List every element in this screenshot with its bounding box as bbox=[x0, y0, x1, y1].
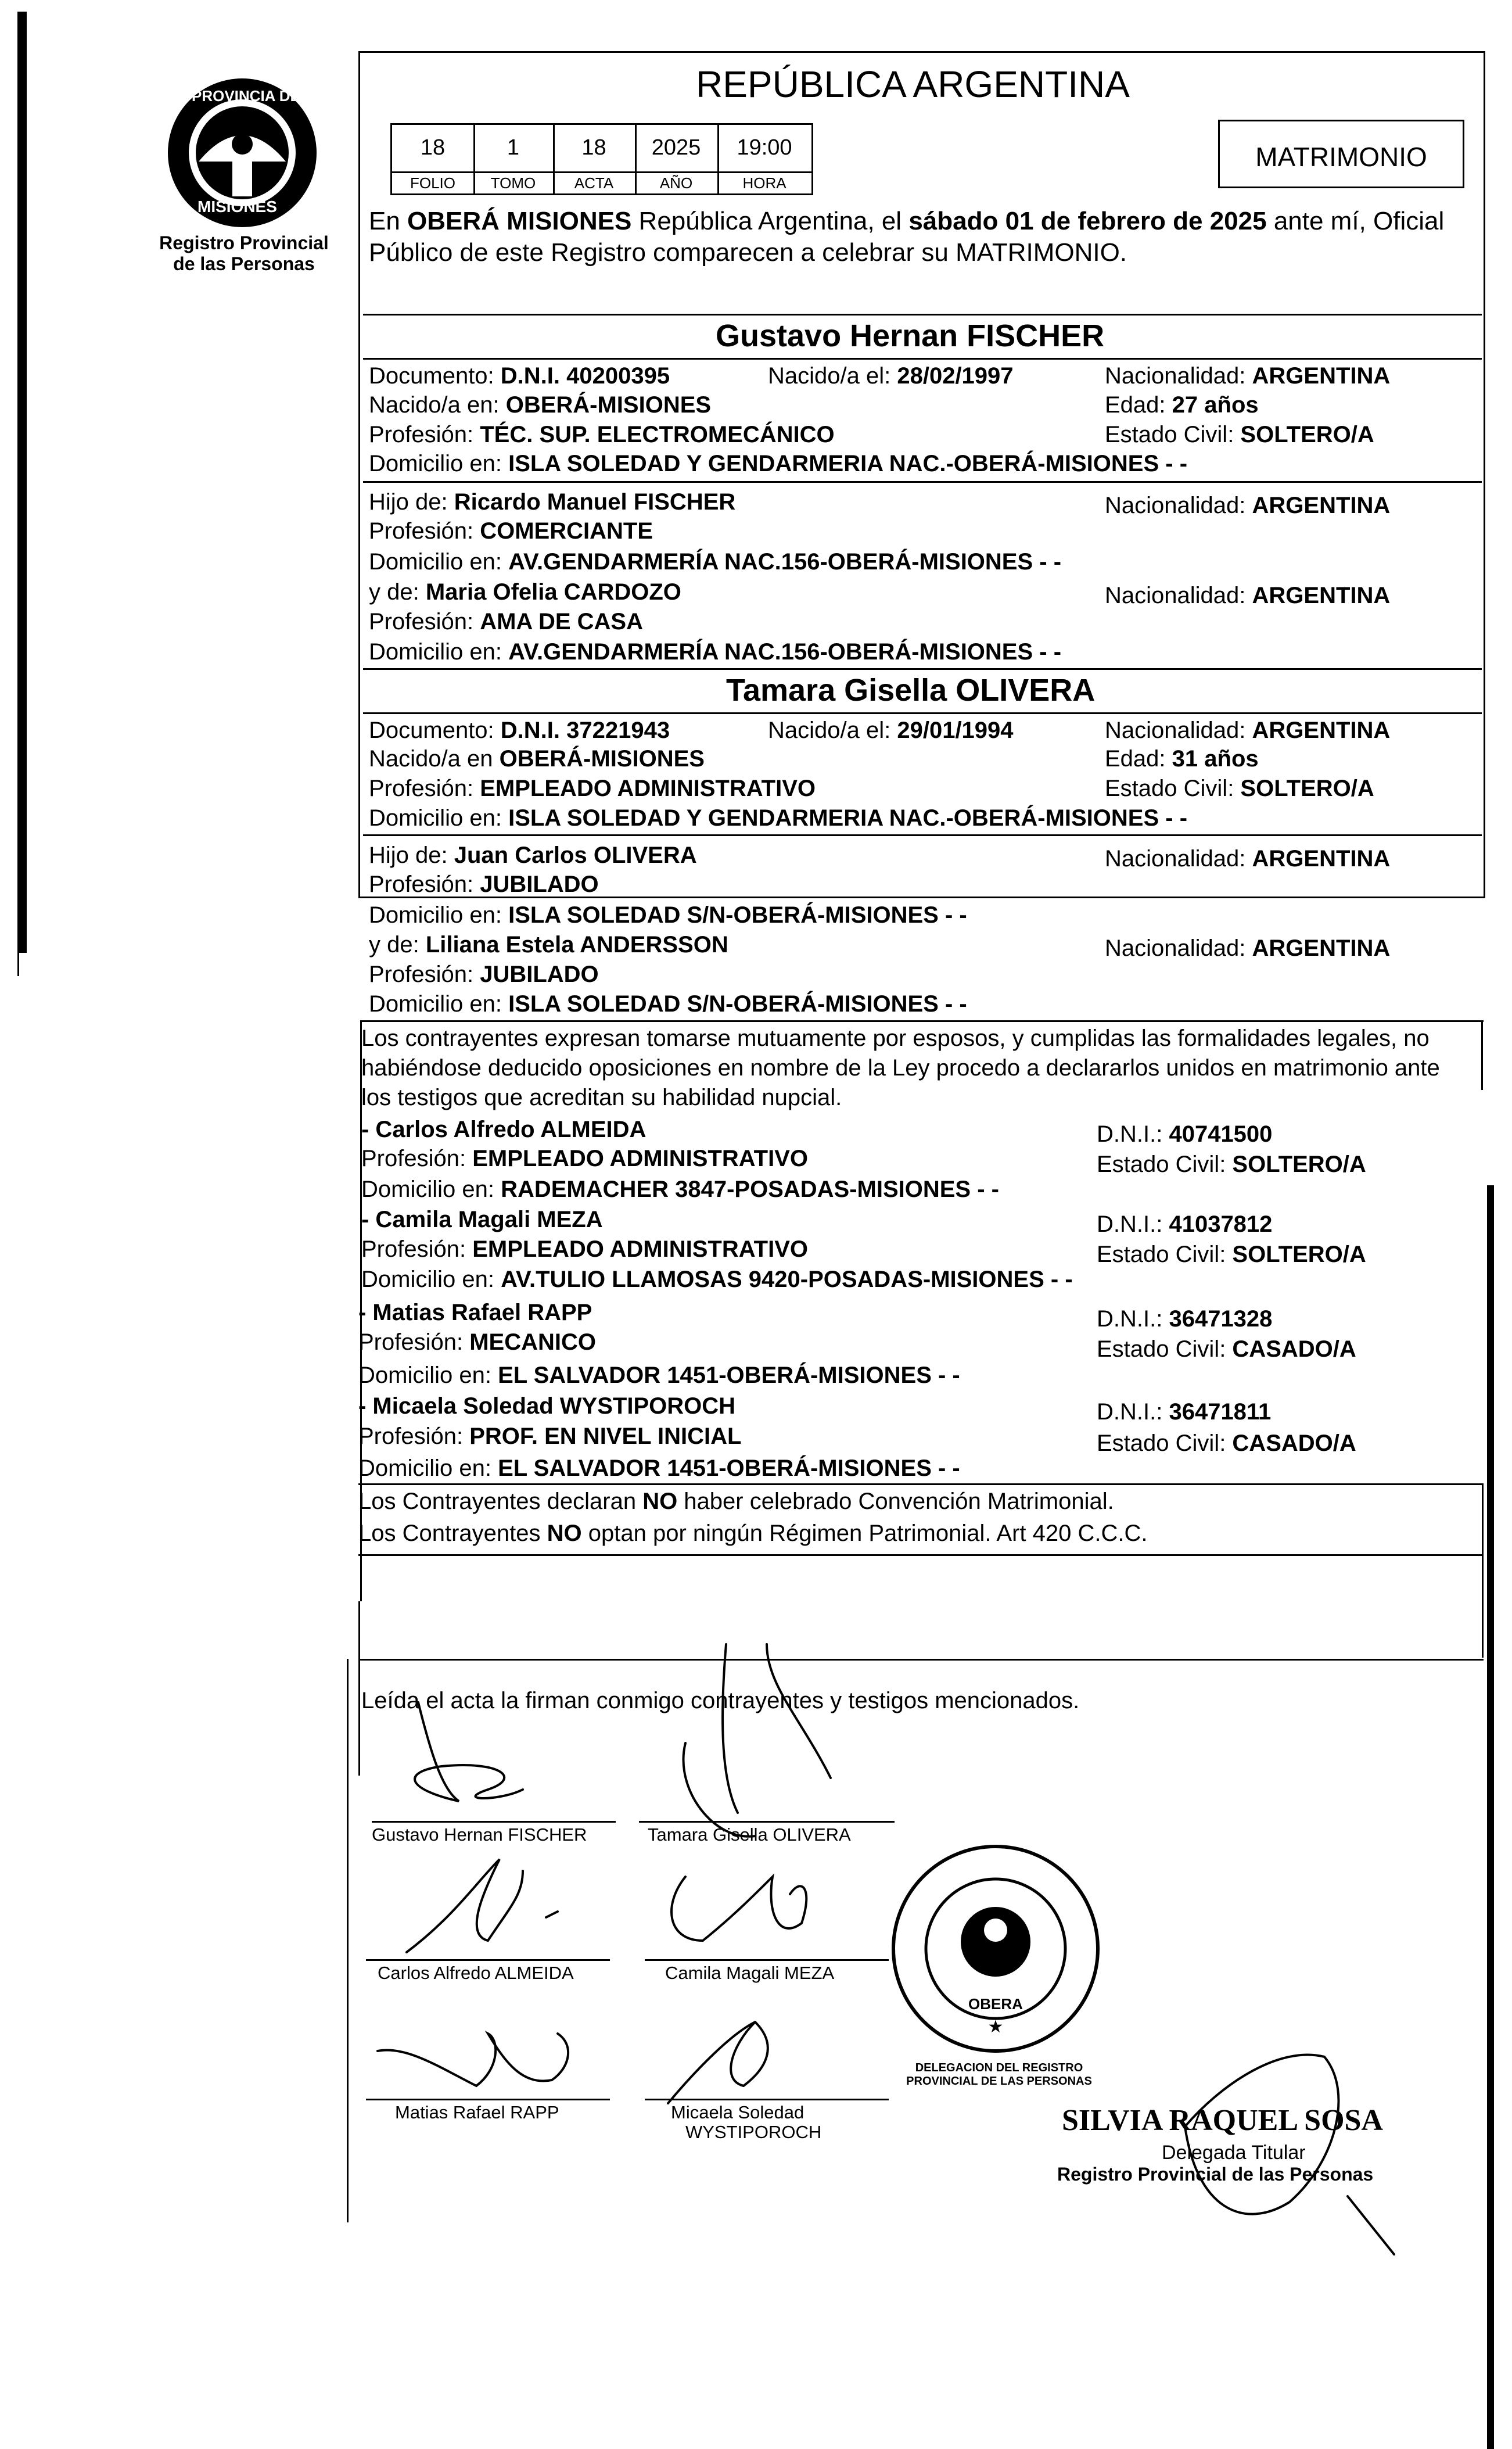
org-line1: Registro Provincial bbox=[159, 232, 329, 253]
record-type: MATRIMONIO bbox=[1255, 142, 1427, 172]
declaration-line1: Los contrayentes expresan tomarse mutuamente por esposos, y cumplidas las formalidades legales, no bbox=[361, 1026, 1430, 1051]
witness-address: Domicilio en: EL SALVADOR 1451-OBERÁ-MISIONES - - bbox=[358, 1362, 960, 1388]
spouse2-father-profession: Profesión: JUBILADO bbox=[369, 872, 599, 897]
spouse2-doc: Documento: D.N.I. 37221943 bbox=[369, 718, 670, 743]
svg-text:★: ★ bbox=[987, 2017, 1004, 2036]
acta-value: 18 bbox=[581, 135, 606, 160]
intro-date: sábado 01 de febrero de 2025 bbox=[908, 207, 1267, 235]
spouse2-born-in: Nacido/a en OBERÁ-MISIONES bbox=[369, 746, 705, 772]
spouse1-mother: y de: Maria Ofelia CARDOZO bbox=[369, 579, 681, 605]
spouse2-father-nationality: Nacionalidad: ARGENTINA bbox=[1105, 846, 1391, 872]
witness-civil-status: Estado Civil: SOLTERO/A bbox=[1097, 1152, 1366, 1177]
signature-witness4 bbox=[668, 2022, 768, 2103]
declaration-line3: los testigos que acreditan su habilidad nupcial. bbox=[361, 1085, 842, 1110]
spouse1-mother-profession: Profesión: AMA DE CASA bbox=[369, 609, 643, 634]
official-name: SILVIA RAQUEL SOSA bbox=[1062, 2104, 1383, 2137]
convention-line2: Los Contrayentes NO optan por ningún Régimen Patrimonial. Art 420 C.C.C. bbox=[358, 1521, 1148, 1546]
spouse2-mother-profession: Profesión: JUBILADO bbox=[369, 962, 599, 987]
spouse1-age: Edad: 27 años bbox=[1105, 392, 1259, 418]
page-title: REPÚBLICA ARGENTINA bbox=[696, 63, 1130, 105]
signature-witness1 bbox=[407, 1859, 558, 1952]
spouse2-age: Edad: 31 años bbox=[1105, 746, 1259, 772]
intro-line2: Público de este Registro comparecen a celebrar su MATRIMONIO. bbox=[369, 238, 1127, 267]
signature-label-spouse1: Gustavo Hernan FISCHER bbox=[372, 1824, 587, 1845]
spouse1-father-profession: Profesión: COMERCIANTE bbox=[369, 518, 653, 544]
spouse1-father-nationality: Nacionalidad: ARGENTINA bbox=[1105, 493, 1391, 518]
folio-label: FOLIO bbox=[410, 174, 455, 192]
spouse1-name: Gustavo Hernan FISCHER bbox=[716, 318, 1105, 353]
witness-profession: Profesión: EMPLEADO ADMINISTRATIVO bbox=[361, 1236, 808, 1262]
spouse1-father-address: Domicilio en: AV.GENDARMERÍA NAC.156-OBERÁ-MISIONES - - bbox=[369, 549, 1062, 575]
witness-address: Domicilio en: AV.TULIO LLAMOSAS 9420-POSADAS-MISIONES - - bbox=[361, 1267, 1073, 1292]
spouse1-born-in: Nacido/a en: OBERÁ-MISIONES bbox=[369, 392, 712, 418]
spouse1-profession: Profesión: TÉC. SUP. ELECTROMECÁNICO bbox=[369, 422, 835, 447]
anio-label: AÑO bbox=[659, 174, 693, 192]
spouse2-mother-address: Domicilio en: ISLA SOLEDAD S/N-OBERÁ-MISIONES - - bbox=[369, 991, 967, 1017]
seal-bottom-text: OBERA bbox=[968, 1995, 1023, 2013]
spouse2-address: Domicilio en: ISLA SOLEDAD Y GENDARMERIA NAC.-OBERÁ-MISIONES - - bbox=[369, 805, 1188, 831]
official-seal bbox=[890, 1843, 1101, 2054]
witness-profession: Profesión: MECANICO bbox=[358, 1329, 596, 1355]
spouse2-nationality: Nacionalidad: ARGENTINA bbox=[1105, 718, 1391, 743]
witness-address: Domicilio en: RADEMACHER 3847-POSADAS-MISIONES - - bbox=[361, 1177, 999, 1202]
spouse1-civil-status: Estado Civil: SOLTERO/A bbox=[1105, 422, 1374, 447]
seal-ring-text: DELEGACION DEL REGISTRO PROVINCIAL DE LAS PERSONAS bbox=[906, 2061, 1092, 2088]
spouse2-profession: Profesión: EMPLEADO ADMINISTRATIVO bbox=[369, 776, 816, 801]
intro-line1: En OBERÁ MISIONES República Argentina, el sábado 01 de febrero de 2025 ante mí, Oficial bbox=[369, 207, 1445, 235]
spouse2-name: Tamara Gisella OLIVERA bbox=[726, 673, 1096, 708]
spouse2-father-address: Domicilio en: ISLA SOLEDAD S/N-OBERÁ-MISIONES - - bbox=[369, 902, 967, 928]
signature-label-spouse2: Tamara Gisella OLIVERA bbox=[648, 1824, 851, 1845]
witness-dni: D.N.I.: 40741500 bbox=[1097, 1121, 1273, 1147]
signature-label-witness4a: Micaela Soledad bbox=[671, 2102, 805, 2122]
spouse1-mother-nationality: Nacionalidad: ARGENTINA bbox=[1105, 583, 1391, 608]
witness-name: - Camila Magali MEZA bbox=[361, 1207, 603, 1232]
witness-profession: Profesión: PROF. EN NIVEL INICIAL bbox=[358, 1423, 742, 1449]
spouse1-born-on: Nacido/a el: 28/02/1997 bbox=[768, 363, 1014, 389]
witness-address: Domicilio en: EL SALVADOR 1451-OBERÁ-MISIONES - - bbox=[358, 1455, 960, 1481]
spouse1-nationality: Nacionalidad: ARGENTINA bbox=[1105, 363, 1391, 389]
acta-label: ACTA bbox=[574, 174, 614, 192]
signature-witness2 bbox=[671, 1877, 806, 1941]
witness-civil-status: Estado Civil: CASADO/A bbox=[1097, 1430, 1356, 1456]
closing-statement: Leída el acta la firman conmigo contrayentes y testigos mencionados. bbox=[361, 1688, 1080, 1713]
spouse1-doc: Documento: D.N.I. 40200395 bbox=[369, 363, 670, 389]
spouse2-father: Hijo de: Juan Carlos OLIVERA bbox=[369, 842, 697, 868]
witness-dni: D.N.I.: 41037812 bbox=[1097, 1211, 1273, 1237]
witness-civil-status: Estado Civil: CASADO/A bbox=[1097, 1336, 1356, 1362]
tomo-label: TOMO bbox=[490, 174, 536, 192]
official-org: Registro Provincial de las Personas bbox=[1057, 2164, 1374, 2185]
witness-profession: Profesión: EMPLEADO ADMINISTRATIVO bbox=[361, 1146, 808, 1171]
spouse2-mother-nationality: Nacionalidad: ARGENTINA bbox=[1105, 935, 1391, 961]
intro-place: OBERÁ MISIONES bbox=[407, 207, 632, 235]
signature-label-witness1: Carlos Alfredo ALMEIDA bbox=[378, 1963, 574, 1983]
spouse2-born-on: Nacido/a el: 29/01/1994 bbox=[768, 718, 1014, 743]
spouse1-mother-address: Domicilio en: AV.GENDARMERÍA NAC.156-OBERÁ-MISIONES - - bbox=[369, 639, 1062, 665]
tomo-value: 1 bbox=[507, 135, 520, 160]
witness-name: - Matias Rafael RAPP bbox=[358, 1300, 592, 1325]
spouse2-mother: y de: Liliana Estela ANDERSSON bbox=[369, 932, 728, 958]
spouse1-father: Hijo de: Ricardo Manuel FISCHER bbox=[369, 489, 736, 515]
convention-line1: Los Contrayentes declaran NO haber celebrado Convención Matrimonial. bbox=[358, 1489, 1114, 1514]
signature-spouse1 bbox=[415, 1702, 523, 1801]
signature-spouse2 bbox=[684, 1644, 831, 1837]
spouse2-civil-status: Estado Civil: SOLTERO/A bbox=[1105, 776, 1374, 801]
spouse1-address: Domicilio en: ISLA SOLEDAD Y GENDARMERIA NAC.-OBERÁ-MISIONES - - bbox=[369, 451, 1188, 476]
official-title: Delegada Titular bbox=[1162, 2142, 1306, 2164]
signature-label-witness2: Camila Magali MEZA bbox=[665, 1963, 835, 1983]
folio-value: 18 bbox=[420, 135, 446, 160]
anio-value: 2025 bbox=[651, 135, 701, 160]
emblem-ring-text-top: PROVINCIA DE bbox=[192, 87, 300, 105]
witness-civil-status: Estado Civil: SOLTERO/A bbox=[1097, 1242, 1366, 1267]
signature-label-witness4b: WYSTIPOROCH bbox=[685, 2122, 822, 2142]
witness-name: - Micaela Soledad WYSTIPOROCH bbox=[358, 1393, 736, 1419]
signature-label-witness3: Matias Rafael RAPP bbox=[395, 2102, 559, 2122]
witness-dni: D.N.I.: 36471811 bbox=[1097, 1399, 1272, 1425]
declaration-line2: habiéndose deducido oposiciones en nombre de la Ley procedo a declararlos unidos en matrimonio ante bbox=[361, 1055, 1440, 1081]
hora-label: HORA bbox=[742, 174, 786, 192]
org-line2: de las Personas bbox=[173, 253, 315, 274]
emblem-ring-text-bottom: MISIONES bbox=[197, 198, 277, 216]
witness-dni: D.N.I.: 36471328 bbox=[1097, 1306, 1273, 1332]
hora-value: 19:00 bbox=[737, 135, 792, 160]
witness-name: - Carlos Alfredo ALMEIDA bbox=[361, 1117, 647, 1142]
signature-witness3 bbox=[378, 2034, 568, 2086]
